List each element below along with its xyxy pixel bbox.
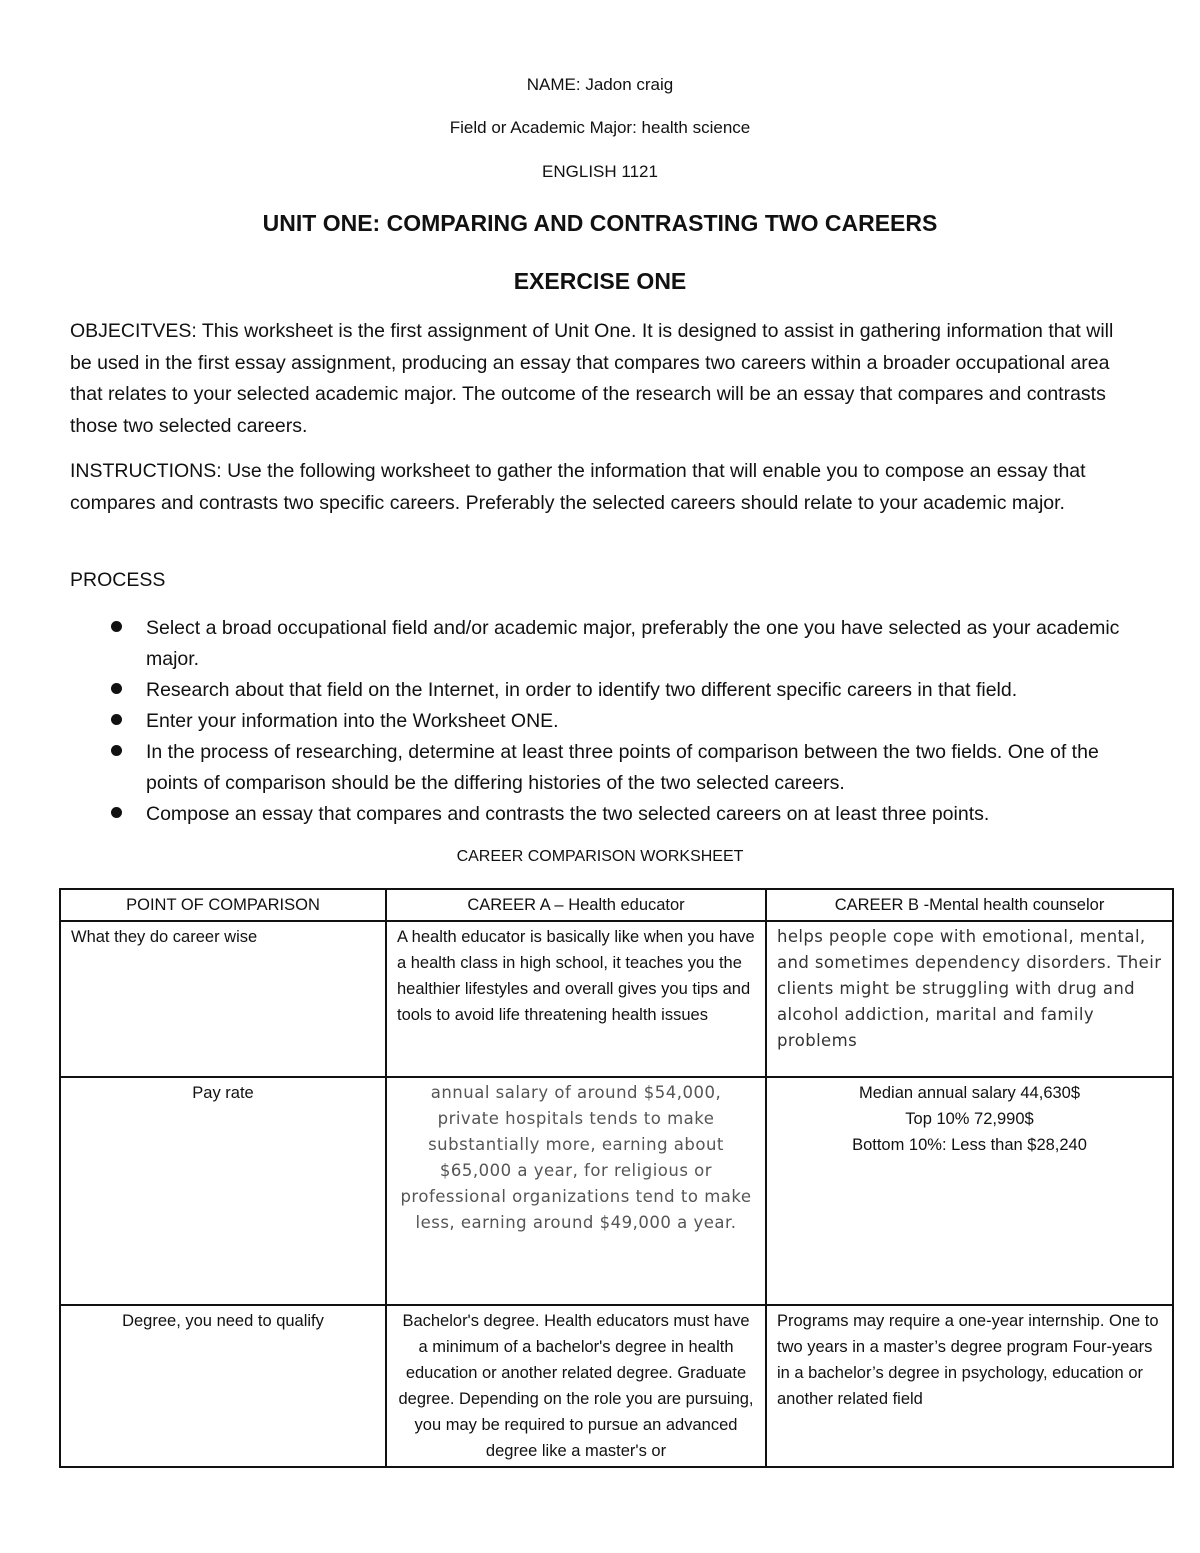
process-item-text: Select a broad occupational field and/or academic major, preferably the one you have selected as your academic major. xyxy=(146,617,1120,670)
bullet-icon xyxy=(111,714,122,725)
table-row xyxy=(60,1305,1173,1467)
list-item xyxy=(70,675,1150,706)
row-point-label: Degree, you need to qualify xyxy=(60,1305,386,1467)
process-item-text: Enter your information into the Worksheet ONE. xyxy=(146,710,559,732)
student-name: NAME: Jadon craig xyxy=(526,75,674,94)
worksheet-title: CAREER COMPARISON WORKSHEET xyxy=(456,848,744,865)
career-b-cell: Programs may require a one-year internship. One to two years in a master’s degree program Four-years in a bachelor’s degree in psychology, education or another related field xyxy=(766,1305,1173,1467)
process-item-text: In the process of researching, determine at least three points of comparison between the two fields. One of the points of comparison should be the differing histories of the two selected careers. xyxy=(146,741,1099,794)
career-b-cell xyxy=(766,1077,1173,1305)
exercise-title: EXERCISE ONE xyxy=(513,268,687,294)
career-comparison-table xyxy=(59,888,1174,1468)
course-code: ENGLISH 1121 xyxy=(542,162,658,181)
objectives-paragraph: OBJECITVES: This worksheet is the first assignment of Unit One. It is designed to assist in gathering information that will be used in the first essay assignment, producing an essay that compares two careers within a broader occupational area that relates to your selected academic major. The outcome of the research will be an essay that compares and contrasts those two selected careers. xyxy=(70,320,1114,437)
career-a-cell: annual salary of around $54,000, private hospitals tends to make substantially more, earning about $65,000 a year, for religious or professional organizations tend to make less, earning around $49,000 a year. xyxy=(386,1077,766,1305)
process-list xyxy=(70,613,1150,830)
table-row xyxy=(60,1077,1173,1305)
table-header-row xyxy=(60,889,1173,921)
process-item-text: Compose an essay that compares and contrasts the two selected careers on at least three points. xyxy=(146,803,990,825)
list-item xyxy=(70,613,1150,675)
career-b-cell: helps people cope with emotional, mental, and sometimes dependency disorders. Their clients might be struggling with drug and alcohol addiction, marital and family problems xyxy=(766,921,1173,1077)
salary-line: Median annual salary 44,630$ xyxy=(858,1084,1081,1102)
career-a-cell: Bachelor's degree. Health educators must have a minimum of a bachelor's degree in health education or another related degree. Graduate degree. Depending on the role you are pursuing, you may be required to pursue an advanced degree like a master's or xyxy=(386,1305,766,1467)
process-heading: PROCESS xyxy=(70,569,166,591)
header-point-of-comparison: POINT OF COMPARISON xyxy=(60,889,386,921)
header-career-a: CAREER A – Health educator xyxy=(386,889,766,921)
list-item xyxy=(70,737,1150,799)
bullet-icon xyxy=(111,807,122,818)
table-row xyxy=(60,921,1173,1077)
bullet-icon xyxy=(111,683,122,694)
salary-line: Bottom 10%: Less than $28,240 xyxy=(852,1136,1087,1154)
list-item xyxy=(70,799,1150,830)
academic-major: Field or Academic Major: health science xyxy=(449,118,751,137)
process-item-text: Research about that field on the Internet, in order to identify two different specific careers in that field. xyxy=(146,679,1018,701)
row-point-label: What they do career wise xyxy=(60,921,386,1077)
salary-line: Top 10% 72,990$ xyxy=(905,1110,1034,1128)
instructions-paragraph: INSTRUCTIONS: Use the following worksheet to gather the information that will enable you to compose an essay that compares and contrasts two specific careers. Preferably the selected careers should relate to your academic major. xyxy=(70,460,1086,514)
unit-title: UNIT ONE: COMPARING AND CONTRASTING TWO CAREERS xyxy=(262,210,938,236)
header-career-b: CAREER B -Mental health counselor xyxy=(766,889,1173,921)
career-a-cell: A health educator is basically like when you have a health class in high school, it teaches you the healthier lifestyles and overall gives you tips and tools to avoid life threatening health issues xyxy=(386,921,766,1077)
row-point-label: Pay rate xyxy=(60,1077,386,1305)
list-item xyxy=(70,706,1150,737)
bullet-icon xyxy=(111,745,122,756)
bullet-icon xyxy=(111,621,122,632)
